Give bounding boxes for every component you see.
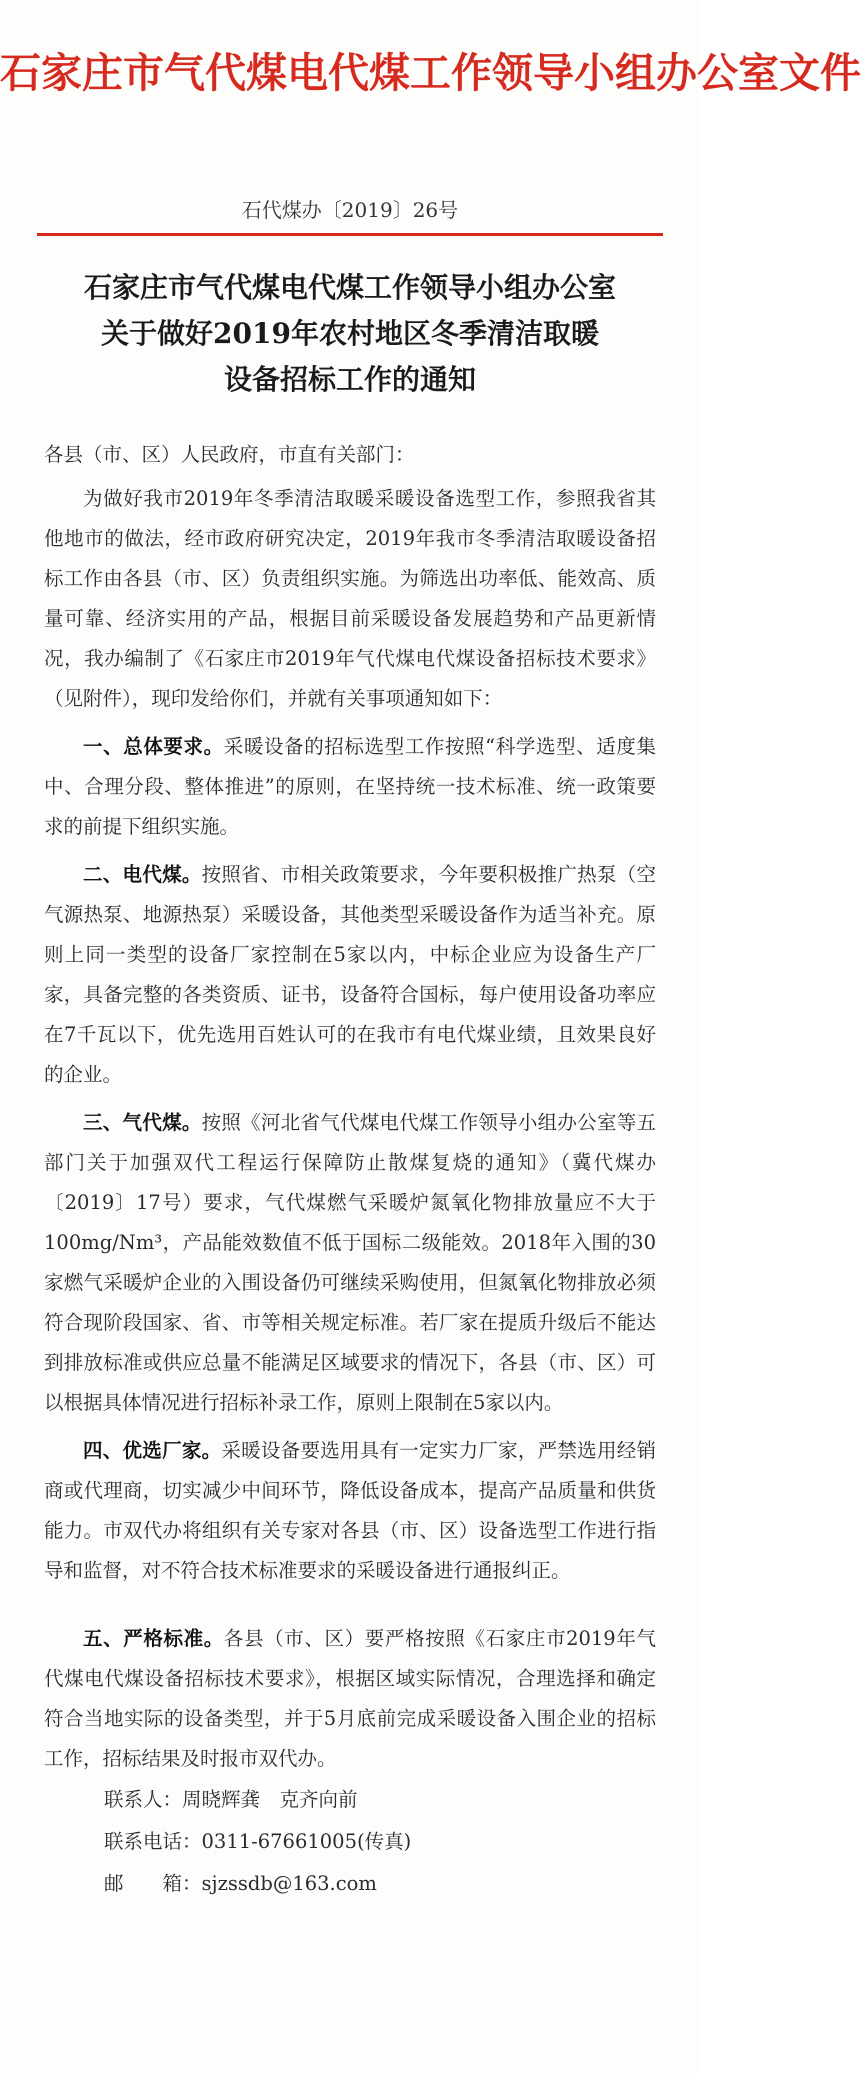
section-4-text: 采暖设备要选用具有一定实力厂家，严禁选用经销商或代理商，切实减少中间环节，降低设备成本，提高产品质量和供货能力。市双代办将组织有关专家对各县（市、区）设备选型工作进行指导和监督，对不符合技术标准要求的采暖设备进行通报纠正。 bbox=[44, 1439, 656, 1582]
salutation: 各县（市、区）人民政府，市直有关部门： bbox=[44, 443, 415, 466]
contact-email bbox=[44, 1863, 656, 1905]
contact-phone-number: 0311-67661005(传真) bbox=[201, 1830, 412, 1853]
notice-title bbox=[0, 265, 700, 403]
section-4 bbox=[44, 1431, 656, 1591]
section-1 bbox=[44, 727, 656, 847]
document-number: 石代煤办〔2019〕26号 bbox=[241, 198, 459, 222]
section-3-text: 按照《河北省气代煤电代煤工作领导小组办公室等五部门关于加强双代工程运行保障防止散煤复烧的通知》（冀代煤办〔2019〕17号）要求，气代煤燃气采暖炉氮氧化物排放量应不大于100mg/Nm³，产品能效数值不低于国标二级能效。2018年入围的30家燃气采暖炉企业的入围设备仍可继续采购使用，但氮氧化物排放必须符合现阶段国家、省、市等相关规定标准。若厂家在提质升级后不能达到排放标准或供应总量不能满足区域要求的情况下，各县（市、区）可以根据具体情况进行招标补录工作，原则上限制在5家以内。 bbox=[44, 1111, 656, 1414]
contact-email-address: sjzssdb@163.com bbox=[201, 1872, 377, 1895]
title-line-2: 关于做好2019年农村地区冬季清洁取暖 bbox=[101, 317, 599, 350]
contact-phone-label: 联系电话： bbox=[104, 1830, 202, 1853]
section-1-heading: 一、总体要求。 bbox=[83, 735, 224, 758]
section-5-heading: 五、严格标准。 bbox=[83, 1627, 224, 1650]
contact-people-label: 联系人： bbox=[104, 1788, 183, 1811]
contact-people bbox=[44, 1779, 656, 1821]
contact-email-label: 邮 箱： bbox=[104, 1872, 202, 1895]
section-2-heading: 二、电代煤。 bbox=[83, 863, 202, 886]
contact-phone bbox=[44, 1821, 656, 1863]
section-5 bbox=[44, 1619, 656, 1779]
section-2 bbox=[44, 855, 656, 1095]
header-divider bbox=[37, 233, 663, 236]
intro-paragraph: 为做好我市2019年冬季清洁取暖采暖设备选型工作，参照我省其他地市的做法，经市政府研究决定，2019年我市冬季清洁取暖设备招标工作由各县（市、区）负责组织实施。为筛选出功率低、能效高、质量可靠、经济实用的产品，根据目前采暖设备发展趋势和产品更新情况，我办编制了《石家庄市2019年气代煤电代煤设备招标技术要求》（见附件），现印发给你们，并就有关事项通知如下： bbox=[44, 487, 656, 710]
section-3 bbox=[44, 1103, 656, 1423]
contact-person-1: 周晓辉 bbox=[182, 1788, 241, 1811]
title-line-3: 设备招标工作的通知 bbox=[223, 363, 476, 396]
title-line-1: 石家庄市气代煤电代煤工作领导小组办公室 bbox=[83, 271, 616, 304]
section-3-heading: 三、气代煤。 bbox=[83, 1111, 202, 1134]
section-5-text: 各县（市、区）要严格按照《石家庄市2019年气代煤电代煤设备招标技术要求》，根据区域实际情况，合理选择和确定符合当地实际的设备类型，并于5月底前完成采暖设备入围企业的招标工作，招标结果及时报市双代办。 bbox=[44, 1627, 656, 1770]
notice-body bbox=[44, 435, 656, 1905]
document-header-title: 石家庄市气代煤电代煤工作领导小组办公室文件 bbox=[0, 49, 861, 97]
section-1-text: 采暖设备的招标选型工作按照“科学选型、适度集中、合理分段、整体推进”的原则，在坚持统一技术标准、统一政策要求的前提下组织实施。 bbox=[44, 735, 656, 838]
section-2-text: 按照省、市相关政策要求，今年要积极推广热泵（空气源热泵、地源热泵）采暖设备，其他类型采暖设备作为适当补充。原则上同一类型的设备厂家控制在5家以内，中标企业应为设备生产厂家，具备完整的各类资质、证书，设备符合国标，每户使用设备功率应在7千瓦以下，优先选用百姓认可的在我市有电代煤业绩，且效果良好的企业。 bbox=[44, 863, 656, 1086]
contact-person-3: 齐向前 bbox=[299, 1788, 358, 1811]
contact-person-2: 龚 克 bbox=[240, 1788, 300, 1811]
section-4-heading: 四、优选厂家。 bbox=[83, 1439, 222, 1462]
